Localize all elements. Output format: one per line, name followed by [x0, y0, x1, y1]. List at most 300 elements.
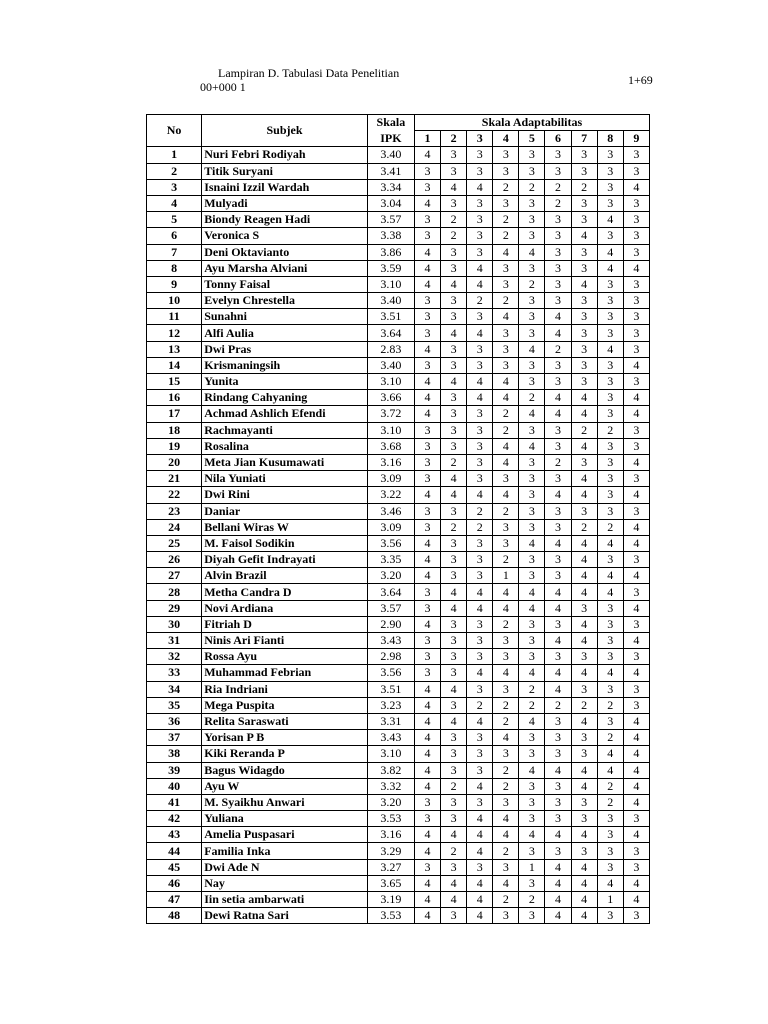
row-number: 8 — [147, 260, 202, 276]
score-cell: 2 — [493, 503, 519, 519]
score-cell: 3 — [519, 552, 545, 568]
score-cell: 3 — [571, 454, 597, 470]
score-cell: 3 — [493, 341, 519, 357]
subject-name: Sunahni — [202, 309, 368, 325]
score-cell: 3 — [545, 552, 571, 568]
score-cell: 4 — [623, 390, 649, 406]
score-cell: 3 — [519, 746, 545, 762]
score-cell: 3 — [441, 438, 467, 454]
score-cell: 3 — [571, 195, 597, 211]
score-cell: 4 — [493, 438, 519, 454]
score-cell: 4 — [545, 762, 571, 778]
score-cell: 3 — [597, 811, 623, 827]
score-cell: 2 — [493, 713, 519, 729]
score-cell: 3 — [467, 633, 493, 649]
ipk-value: 2.98 — [367, 649, 414, 665]
score-cell: 4 — [519, 762, 545, 778]
row-number: 28 — [147, 584, 202, 600]
score-cell: 3 — [414, 325, 440, 341]
score-cell: 3 — [467, 535, 493, 551]
score-cell: 3 — [571, 503, 597, 519]
table-row — [147, 163, 650, 179]
score-cell: 4 — [467, 778, 493, 794]
score-cell: 4 — [597, 341, 623, 357]
score-cell: 3 — [441, 746, 467, 762]
table-row — [147, 438, 650, 454]
score-cell: 3 — [441, 357, 467, 373]
table-row — [147, 519, 650, 535]
score-cell: 3 — [493, 325, 519, 341]
score-cell: 3 — [597, 293, 623, 309]
score-cell: 3 — [519, 325, 545, 341]
score-cell: 2 — [545, 341, 571, 357]
score-cell: 4 — [571, 892, 597, 908]
score-cell: 4 — [441, 487, 467, 503]
score-cell: 3 — [545, 794, 571, 810]
score-cell: 4 — [545, 535, 571, 551]
row-number: 21 — [147, 471, 202, 487]
score-cell: 3 — [519, 487, 545, 503]
score-cell: 4 — [545, 390, 571, 406]
row-number: 32 — [147, 649, 202, 665]
score-cell: 4 — [623, 357, 649, 373]
table-row — [147, 276, 650, 292]
subject-name: Alvin Brazil — [202, 568, 368, 584]
score-cell: 3 — [623, 843, 649, 859]
row-number: 2 — [147, 163, 202, 179]
score-cell: 3 — [414, 454, 440, 470]
row-number: 18 — [147, 422, 202, 438]
score-cell: 3 — [441, 568, 467, 584]
score-cell: 2 — [597, 794, 623, 810]
score-cell: 3 — [493, 195, 519, 211]
score-cell: 4 — [519, 600, 545, 616]
score-cell: 3 — [519, 147, 545, 163]
score-cell: 3 — [519, 309, 545, 325]
subject-name: Mulyadi — [202, 195, 368, 211]
ipk-value: 3.64 — [367, 584, 414, 600]
score-cell: 3 — [414, 649, 440, 665]
score-cell: 3 — [571, 163, 597, 179]
ipk-value: 3.09 — [367, 519, 414, 535]
subject-name: Novi Ardiana — [202, 600, 368, 616]
score-cell: 4 — [493, 827, 519, 843]
score-cell: 4 — [545, 309, 571, 325]
score-cell: 3 — [545, 843, 571, 859]
score-cell: 3 — [414, 600, 440, 616]
row-number: 14 — [147, 357, 202, 373]
score-cell: 3 — [467, 568, 493, 584]
score-cell: 3 — [571, 843, 597, 859]
ipk-value: 2.83 — [367, 341, 414, 357]
score-cell: 3 — [571, 341, 597, 357]
score-cell: 3 — [441, 244, 467, 260]
ipk-value: 3.51 — [367, 309, 414, 325]
row-number: 24 — [147, 519, 202, 535]
score-cell: 4 — [414, 341, 440, 357]
ipk-value: 3.10 — [367, 276, 414, 292]
ipk-value: 3.19 — [367, 892, 414, 908]
row-number: 40 — [147, 778, 202, 794]
score-cell: 3 — [493, 535, 519, 551]
subject-name: Nuri Febri Rodiyah — [202, 147, 368, 163]
score-cell: 4 — [571, 406, 597, 422]
col-header-subject: Subjek — [202, 115, 368, 147]
score-cell: 3 — [519, 195, 545, 211]
score-cell: 4 — [414, 276, 440, 292]
score-cell: 3 — [519, 519, 545, 535]
table-row — [147, 212, 650, 228]
score-cell: 4 — [623, 892, 649, 908]
score-cell: 3 — [597, 616, 623, 632]
score-cell: 3 — [441, 293, 467, 309]
score-cell: 4 — [571, 616, 597, 632]
score-cell: 3 — [571, 794, 597, 810]
table-row — [147, 697, 650, 713]
score-cell: 4 — [441, 276, 467, 292]
subject-name: Familia Inka — [202, 843, 368, 859]
score-cell: 2 — [441, 228, 467, 244]
score-cell: 4 — [571, 471, 597, 487]
score-cell: 4 — [414, 406, 440, 422]
subject-name: M. Syaikhu Anwari — [202, 794, 368, 810]
score-cell: 4 — [441, 325, 467, 341]
score-cell: 3 — [545, 244, 571, 260]
score-cell: 4 — [519, 713, 545, 729]
score-cell: 3 — [623, 212, 649, 228]
row-number: 10 — [147, 293, 202, 309]
subject-name: Daniar — [202, 503, 368, 519]
row-number: 41 — [147, 794, 202, 810]
table-row — [147, 859, 650, 875]
ipk-value: 3.72 — [367, 406, 414, 422]
score-cell: 3 — [545, 616, 571, 632]
ipk-value: 3.57 — [367, 600, 414, 616]
subject-name: Dwi Pras — [202, 341, 368, 357]
score-cell: 4 — [571, 535, 597, 551]
table-row — [147, 535, 650, 551]
score-cell: 3 — [597, 503, 623, 519]
table-row — [147, 730, 650, 746]
score-cell: 4 — [467, 487, 493, 503]
table-row — [147, 892, 650, 908]
ipk-value: 3.51 — [367, 681, 414, 697]
col-header-ipk-bottom: IPK — [367, 131, 414, 147]
score-cell: 3 — [597, 325, 623, 341]
subject-name: M. Faisol Sodikin — [202, 535, 368, 551]
score-cell: 4 — [623, 535, 649, 551]
score-cell: 4 — [623, 875, 649, 891]
score-cell: 3 — [519, 503, 545, 519]
score-cell: 3 — [545, 746, 571, 762]
score-cell: 3 — [441, 260, 467, 276]
score-cell: 2 — [571, 422, 597, 438]
score-cell: 2 — [493, 697, 519, 713]
score-cell: 4 — [467, 390, 493, 406]
score-cell: 4 — [545, 665, 571, 681]
score-cell: 3 — [571, 293, 597, 309]
score-cell: 4 — [414, 552, 440, 568]
score-cell: 4 — [414, 535, 440, 551]
score-cell: 3 — [467, 471, 493, 487]
score-cell: 4 — [623, 487, 649, 503]
score-cell: 3 — [414, 633, 440, 649]
score-cell: 3 — [414, 309, 440, 325]
score-cell: 3 — [519, 908, 545, 924]
score-cell: 4 — [414, 147, 440, 163]
score-cell: 4 — [441, 179, 467, 195]
score-cell: 4 — [467, 374, 493, 390]
score-cell: 2 — [493, 212, 519, 228]
score-cell: 4 — [441, 471, 467, 487]
score-cell: 3 — [467, 649, 493, 665]
score-cell: 3 — [467, 357, 493, 373]
score-cell: 3 — [493, 681, 519, 697]
score-cell: 2 — [441, 454, 467, 470]
score-cell: 4 — [467, 260, 493, 276]
ipk-value: 3.82 — [367, 762, 414, 778]
score-cell: 3 — [414, 471, 440, 487]
score-cell: 4 — [467, 179, 493, 195]
score-cell: 3 — [441, 616, 467, 632]
score-cell: 3 — [414, 519, 440, 535]
subject-name: Tonny Faisal — [202, 276, 368, 292]
score-cell: 4 — [414, 762, 440, 778]
score-cell: 3 — [467, 406, 493, 422]
score-cell: 3 — [571, 649, 597, 665]
score-cell: 3 — [545, 730, 571, 746]
score-cell: 4 — [493, 875, 519, 891]
score-cell: 3 — [467, 212, 493, 228]
score-cell: 3 — [545, 778, 571, 794]
score-cell: 3 — [545, 438, 571, 454]
col-header-item: 5 — [519, 131, 545, 147]
score-cell: 4 — [597, 244, 623, 260]
score-cell: 3 — [441, 908, 467, 924]
subject-name: Titik Suryani — [202, 163, 368, 179]
subject-name: Veronica S — [202, 228, 368, 244]
score-cell: 3 — [623, 616, 649, 632]
score-cell: 3 — [545, 212, 571, 228]
score-cell: 2 — [519, 681, 545, 697]
score-cell: 3 — [571, 600, 597, 616]
score-cell: 3 — [493, 276, 519, 292]
subject-name: Nila Yuniati — [202, 471, 368, 487]
score-cell: 4 — [441, 600, 467, 616]
score-cell: 3 — [571, 260, 597, 276]
score-cell: 4 — [519, 584, 545, 600]
subject-name: Metha Candra D — [202, 584, 368, 600]
score-cell: 3 — [623, 325, 649, 341]
score-cell: 3 — [493, 649, 519, 665]
row-number: 20 — [147, 454, 202, 470]
row-number: 44 — [147, 843, 202, 859]
score-cell: 3 — [467, 341, 493, 357]
score-cell: 3 — [441, 633, 467, 649]
score-cell: 3 — [597, 276, 623, 292]
row-number: 23 — [147, 503, 202, 519]
score-cell: 4 — [414, 875, 440, 891]
score-cell: 3 — [545, 147, 571, 163]
score-cell: 4 — [571, 228, 597, 244]
subject-name: Deni Oktavianto — [202, 244, 368, 260]
score-cell: 4 — [571, 713, 597, 729]
score-cell: 3 — [414, 438, 440, 454]
score-cell: 3 — [545, 568, 571, 584]
score-cell: 4 — [571, 584, 597, 600]
score-cell: 3 — [623, 309, 649, 325]
score-cell: 3 — [519, 875, 545, 891]
ipk-value: 3.41 — [367, 163, 414, 179]
score-cell: 3 — [545, 649, 571, 665]
score-cell: 3 — [545, 228, 571, 244]
score-cell: 3 — [623, 811, 649, 827]
score-cell: 3 — [467, 195, 493, 211]
header-row-1 — [147, 115, 650, 131]
table-row — [147, 422, 650, 438]
table-row — [147, 341, 650, 357]
score-cell: 4 — [414, 697, 440, 713]
subject-name: Dewi Ratna Sari — [202, 908, 368, 924]
subject-name: Mega Puspita — [202, 697, 368, 713]
score-cell: 3 — [519, 778, 545, 794]
score-cell: 4 — [467, 584, 493, 600]
score-cell: 3 — [623, 859, 649, 875]
row-number: 46 — [147, 875, 202, 891]
score-cell: 3 — [519, 616, 545, 632]
score-cell: 3 — [545, 713, 571, 729]
score-cell: 3 — [441, 147, 467, 163]
score-cell: 3 — [597, 390, 623, 406]
score-cell: 3 — [441, 309, 467, 325]
row-number: 39 — [147, 762, 202, 778]
score-cell: 4 — [623, 633, 649, 649]
score-cell: 3 — [441, 552, 467, 568]
ipk-value: 2.90 — [367, 616, 414, 632]
table-row — [147, 406, 650, 422]
score-cell: 4 — [493, 811, 519, 827]
subject-name: Muhammad Febrian — [202, 665, 368, 681]
score-cell: 3 — [597, 487, 623, 503]
col-header-item: 1 — [414, 131, 440, 147]
score-cell: 2 — [597, 422, 623, 438]
score-cell: 4 — [571, 859, 597, 875]
score-cell: 3 — [597, 827, 623, 843]
table-row — [147, 649, 650, 665]
score-cell: 4 — [571, 875, 597, 891]
row-number: 1 — [147, 147, 202, 163]
score-cell: 2 — [493, 778, 519, 794]
score-cell: 4 — [545, 681, 571, 697]
score-cell: 2 — [493, 422, 519, 438]
score-cell: 2 — [597, 697, 623, 713]
score-cell: 3 — [414, 859, 440, 875]
ipk-value: 3.23 — [367, 697, 414, 713]
table-row — [147, 875, 650, 891]
subject-name: Iin setia ambarwati — [202, 892, 368, 908]
score-cell: 3 — [467, 552, 493, 568]
score-cell: 4 — [467, 713, 493, 729]
score-cell: 3 — [519, 454, 545, 470]
score-cell: 3 — [519, 811, 545, 827]
subject-name: Bellani Wiras W — [202, 519, 368, 535]
table-row — [147, 665, 650, 681]
score-cell: 3 — [597, 859, 623, 875]
score-cell: 3 — [441, 390, 467, 406]
ipk-value: 3.20 — [367, 568, 414, 584]
score-cell: 3 — [441, 665, 467, 681]
ipk-value: 3.10 — [367, 422, 414, 438]
score-cell: 3 — [441, 503, 467, 519]
score-cell: 2 — [493, 552, 519, 568]
row-number: 5 — [147, 212, 202, 228]
col-header-item: 4 — [493, 131, 519, 147]
score-cell: 3 — [597, 147, 623, 163]
subject-name: Achmad Ashlich Efendi — [202, 406, 368, 422]
score-cell: 4 — [414, 843, 440, 859]
score-cell: 4 — [623, 568, 649, 584]
score-cell: 3 — [623, 228, 649, 244]
score-cell: 2 — [545, 697, 571, 713]
score-cell: 2 — [545, 195, 571, 211]
score-cell: 3 — [467, 794, 493, 810]
score-cell: 4 — [597, 260, 623, 276]
score-cell: 4 — [414, 778, 440, 794]
score-cell: 4 — [519, 244, 545, 260]
score-cell: 3 — [623, 471, 649, 487]
score-cell: 4 — [414, 195, 440, 211]
score-cell: 2 — [441, 212, 467, 228]
score-cell: 2 — [571, 179, 597, 195]
score-cell: 3 — [597, 681, 623, 697]
score-cell: 3 — [414, 228, 440, 244]
row-number: 27 — [147, 568, 202, 584]
score-cell: 4 — [493, 487, 519, 503]
ipk-value: 3.34 — [367, 179, 414, 195]
score-cell: 4 — [623, 794, 649, 810]
col-header-item: 9 — [623, 131, 649, 147]
score-cell: 4 — [623, 260, 649, 276]
score-cell: 4 — [519, 341, 545, 357]
score-cell: 2 — [441, 519, 467, 535]
score-cell: 4 — [545, 584, 571, 600]
score-cell: 4 — [623, 519, 649, 535]
score-cell: 3 — [441, 535, 467, 551]
score-cell: 3 — [441, 697, 467, 713]
subject-name: Rossa Ayu — [202, 649, 368, 665]
table-row — [147, 503, 650, 519]
ipk-value: 3.53 — [367, 908, 414, 924]
score-cell: 3 — [493, 519, 519, 535]
score-cell: 3 — [571, 309, 597, 325]
row-number: 11 — [147, 309, 202, 325]
subject-name: Rindang Cahyaning — [202, 390, 368, 406]
subject-name: Diyah Gefit Indrayati — [202, 552, 368, 568]
score-cell: 1 — [519, 859, 545, 875]
row-number: 25 — [147, 535, 202, 551]
score-cell: 3 — [623, 503, 649, 519]
score-cell: 3 — [414, 584, 440, 600]
score-cell: 3 — [623, 276, 649, 292]
col-header-ipk-top: Skala — [367, 115, 414, 131]
score-cell: 4 — [623, 406, 649, 422]
ipk-value: 3.38 — [367, 228, 414, 244]
table-row — [147, 600, 650, 616]
score-cell: 3 — [441, 649, 467, 665]
score-cell: 4 — [414, 616, 440, 632]
ipk-value: 3.32 — [367, 778, 414, 794]
score-cell: 3 — [597, 908, 623, 924]
